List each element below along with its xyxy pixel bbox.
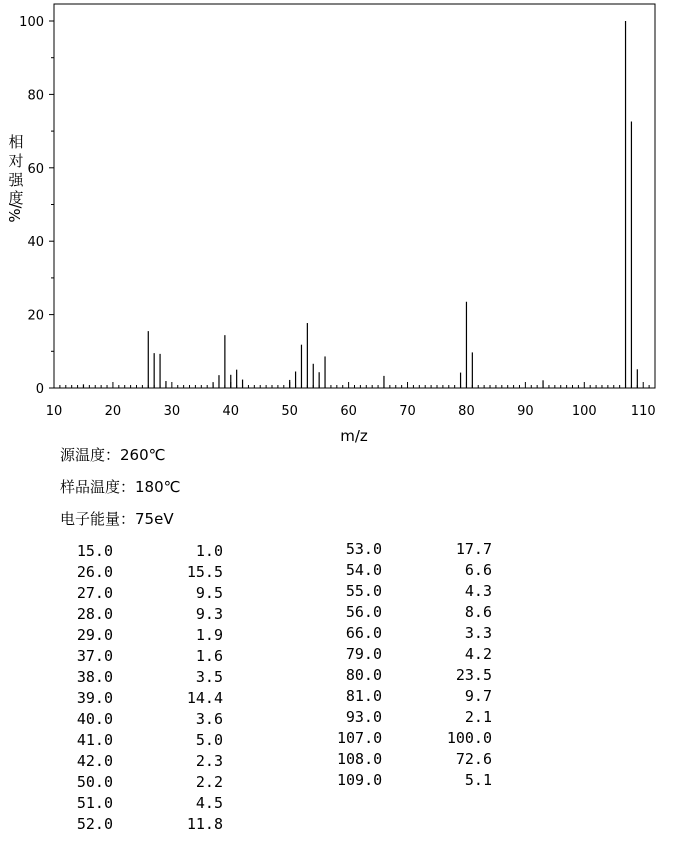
peak-mz: 55.0 [345,582,382,600]
peak-row [337,770,492,791]
peak-intensity: 11.8 [186,815,223,833]
y-axis-title [6,133,24,223]
peak-row [68,793,223,814]
peak-row [337,707,492,728]
peak-row [68,751,223,772]
peak-mz: 38.0 [76,668,113,686]
y-tick-label: 40 [27,235,44,251]
peak-mz: 41.0 [76,731,113,749]
x-tick-label: 20 [104,404,122,419]
peak-row [337,749,492,770]
peak-intensity: 23.5 [455,666,492,684]
peak-intensity: 1.6 [195,647,223,665]
peak-mz: 50.0 [76,773,113,791]
peak-mz: 93.0 [345,708,382,726]
peak-mz: 27.0 [76,584,113,602]
x-tick-labels [46,404,656,419]
y-tick-label: 80 [27,88,44,104]
y-axis-title-char: 相 [8,133,24,151]
peak-intensity: 6.6 [464,561,492,579]
peak-row [68,667,223,688]
source-temperature-label: 源温度： [60,446,121,464]
peak-mz: 108.0 [337,750,383,768]
plot-frame [54,4,655,388]
peak-intensity: 15.5 [186,563,223,581]
peak-row [68,541,223,562]
peak-table-column-2 [337,539,492,791]
peak-mz: 52.0 [76,815,113,833]
peak-row [68,730,223,751]
peak-mz: 37.0 [76,647,113,665]
y-tick-label: 100 [19,15,44,30]
peak-intensity: 1.0 [195,542,223,560]
peak-intensity: 4.3 [464,582,492,600]
peak-row [337,539,492,560]
peak-mz: 53.0 [345,540,382,558]
peak-intensity: 14.4 [186,689,223,707]
electron-energy-value: 75eV [135,510,174,528]
peak-intensity: 9.3 [195,605,223,623]
y-tick-label: 20 [27,308,44,324]
peak-mz: 81.0 [345,687,382,705]
y-axis-title-char: 强 [8,171,24,189]
peak-mz: 80.0 [345,666,382,684]
peak-intensity: 3.5 [195,668,223,686]
peak-table-column-1 [68,541,223,835]
peak-intensity: 5.0 [195,731,223,749]
peak-intensity: 2.2 [195,773,223,791]
peak-mz: 40.0 [76,710,113,728]
peak-mz: 54.0 [345,561,382,579]
peak-mz: 29.0 [76,626,113,644]
major-ticks [49,21,643,388]
peak-mz: 28.0 [76,605,113,623]
peak-row [337,644,492,665]
peak-row [68,583,223,604]
x-tick-label: 30 [163,404,181,419]
peak-row [337,686,492,707]
minor-ticks [51,58,655,388]
peak-intensity: 3.6 [195,710,223,728]
peak-intensity: 17.7 [455,540,492,558]
peak-row [68,562,223,583]
y-tick-label: 0 [35,382,44,397]
peak-intensity: 8.6 [464,603,492,621]
x-tick-label: 100 [571,404,597,419]
peak-mz: 79.0 [345,645,382,663]
peak-mz: 107.0 [337,729,383,747]
peak-mz: 56.0 [345,603,382,621]
y-tick-label: 60 [27,161,44,177]
peak-mz: 39.0 [76,689,113,707]
peak-row [68,688,223,709]
source-temperature-value: 260℃ [120,446,166,464]
x-axis-title: m/z [340,427,368,445]
peak-row [337,728,492,749]
source-temperature [60,444,166,465]
x-tick-label: 40 [222,404,240,419]
peak-intensity: 5.1 [464,771,492,789]
sample-temperature-label: 样品温度： [60,478,136,496]
peak-row [337,581,492,602]
sample-temperature-value: 180℃ [135,478,181,496]
peak-mz: 109.0 [337,771,383,789]
y-axis-title-char: 对 [8,152,24,170]
x-tick-label: 80 [458,404,475,419]
electron-energy [60,508,174,529]
x-tick-label: 90 [517,404,534,419]
peak-row [337,602,492,623]
x-tick-label: 10 [45,404,63,419]
x-tick-label: 110 [630,404,656,419]
peak-bars [83,21,637,388]
peak-row [68,709,223,730]
peak-row [68,625,223,646]
peak-mz: 26.0 [76,563,113,581]
peak-mz: 51.0 [76,794,113,812]
peak-intensity: 2.1 [464,708,492,726]
peak-row [337,560,492,581]
peak-intensity: 100.0 [446,729,492,747]
peak-intensity: 4.2 [464,645,492,663]
x-tick-label: 50 [281,404,298,419]
electron-energy-label: 电子能量： [60,510,136,528]
peak-row [68,814,223,835]
peak-row [68,646,223,667]
peak-intensity: 9.7 [464,687,492,705]
x-tick-label: 70 [399,404,416,419]
peak-intensity: 1.9 [195,626,223,644]
y-axis-title-unit: %/ [6,203,24,223]
peak-mz: 15.0 [76,542,113,560]
sample-temperature [60,476,181,497]
peak-intensity: 72.6 [455,750,492,768]
peak-row [68,604,223,625]
peak-row [68,772,223,793]
peak-mz: 42.0 [76,752,113,770]
peak-intensity: 4.5 [195,794,223,812]
peak-intensity: 9.5 [195,584,223,602]
peak-mz: 66.0 [345,624,382,642]
peak-row [337,623,492,644]
peak-intensity: 2.3 [195,752,223,770]
y-axis-title-char: 度 [8,189,24,207]
peak-row [337,665,492,686]
x-tick-label: 60 [340,404,357,419]
peak-intensity: 3.3 [464,624,492,642]
